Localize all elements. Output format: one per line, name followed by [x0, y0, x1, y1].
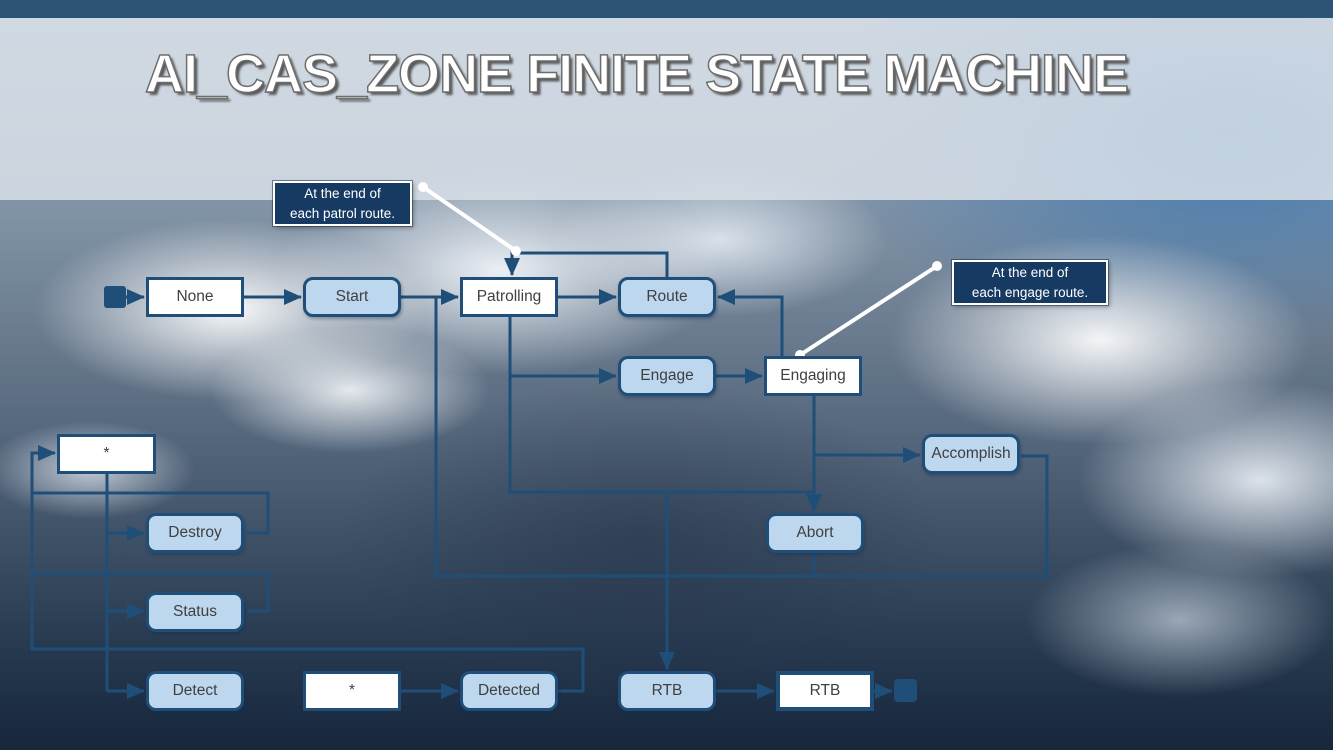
- callout-engage-route: [952, 260, 1108, 305]
- callout-engage-line1: At the end of: [991, 264, 1069, 280]
- state-engaging: Engaging: [764, 356, 862, 396]
- initial-state-marker: [104, 286, 126, 308]
- page-title: AI_CAS_ZONE FINITE STATE MACHINE: [145, 44, 1129, 104]
- top-bar: [0, 0, 1333, 18]
- state-engage: Engage: [618, 356, 716, 396]
- state-abort: Abort: [766, 513, 864, 553]
- state-rtb-1: RTB: [618, 671, 716, 711]
- callout-patrol-route: [273, 181, 412, 226]
- state-none: None: [146, 277, 244, 317]
- state-rtb-2: RTB: [776, 671, 874, 711]
- state-status: Status: [146, 592, 244, 632]
- final-state-marker: [894, 679, 917, 702]
- callout-engage-line2: each engage route.: [971, 284, 1089, 300]
- state-route: Route: [618, 277, 716, 317]
- state-accomplish: Accomplish: [922, 434, 1020, 474]
- state-detected: Detected: [460, 671, 558, 711]
- state-any-1: *: [57, 434, 156, 474]
- state-start: Start: [303, 277, 401, 317]
- title-band: [0, 18, 1333, 200]
- state-any-2: *: [303, 671, 401, 711]
- callout-patrol-line1: At the end of: [304, 185, 381, 201]
- callout-patrol-line2: each patrol route.: [289, 205, 396, 221]
- state-detect: Detect: [146, 671, 244, 711]
- state-patrolling: Patrolling: [460, 277, 558, 317]
- state-destroy: Destroy: [146, 513, 244, 553]
